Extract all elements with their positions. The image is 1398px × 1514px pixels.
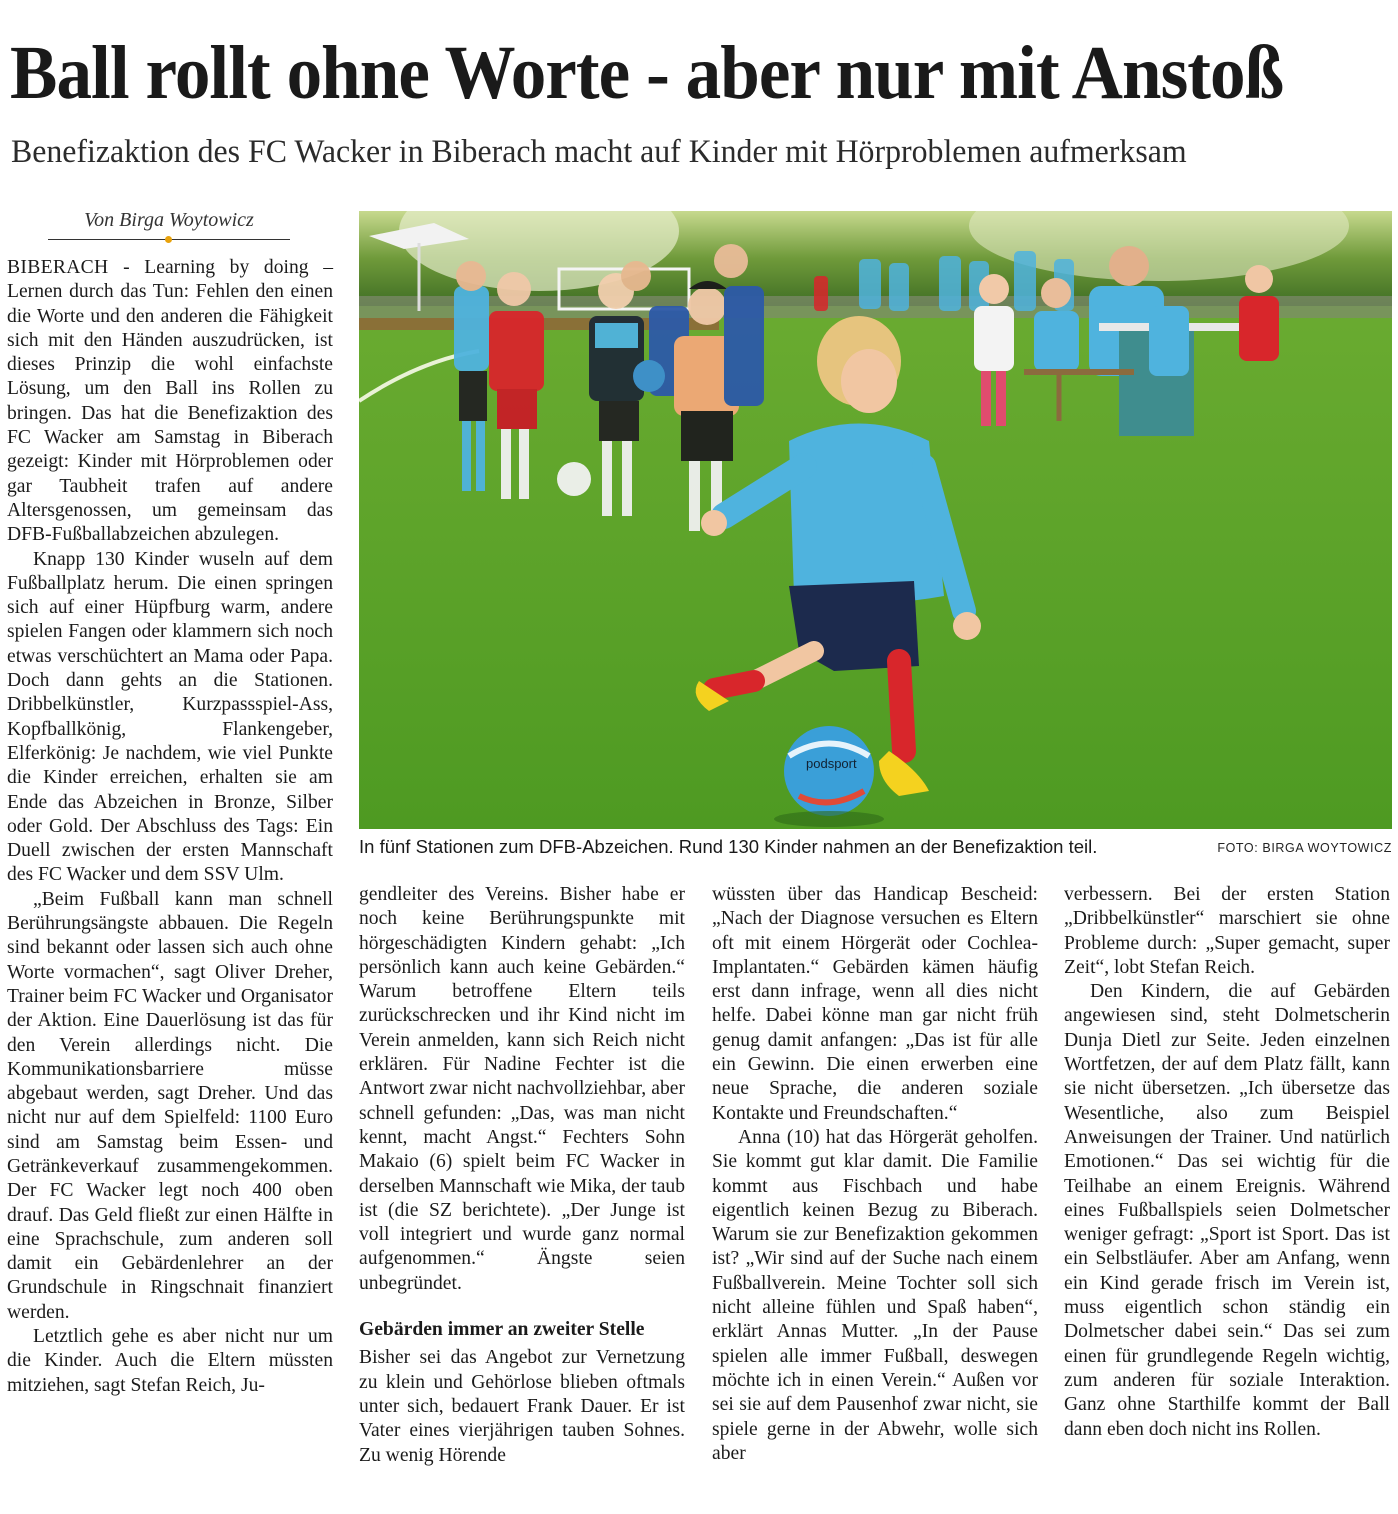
section-subheading: Gebärden immer an zweiter Stelle — [359, 1319, 645, 1341]
column-1 — [7, 256, 333, 1398]
paragraph-1-text: - Learning by doing – Lernen durch das Tun: Fehlen den einen die Worte und den anderen die Fähigkeit sich mit den Händen auszudrücken, ist dieses Prinzip die wohl einfachste Lösung, um den Ball ins Rollen zu bringen. Das hat die Benefizaktion des FC Wacker am Samstag in Biberach gezeigt: Kinder mit Hörproblemen oder gar Taubheit trafen auf andere Altersgenossen, um gemeinsam das DFB-Fußballabzeichen abzulegen. — [7, 257, 333, 546]
paragraph-5-start: Bisher sei das Angebot zur Vernetzung zu klein und Gehörlose blieben oftmals unter sich, bedauert Frank Dauer. Er ist Vater eines vierjährigen tauben Sohnes. Zu wenig Hörende — [359, 1347, 685, 1466]
photo-caption: In fünf Stationen zum DFB-Abzeichen. Rund 130 Kinder nahmen an der Benefizaktion teil. — [359, 836, 1098, 857]
column-3 — [712, 883, 1038, 1466]
paragraph-1 — [7, 256, 333, 548]
paragraph-2: Knapp 130 Kinder wuseln auf dem Fußballplatz herum. Die einen springen sich auf einer Hüpfburg warm, andere spielen Fangen oder klammern sich noch etwas verschüchtert an Mama oder Papa. Doch dann gehts an die Stationen. Dribbelkünstler, Kurzpassspiel-Ass, Kopfballkönig, Flankengeber, Elferkönig: Je nachdem, wie viel Punkte die Kinder erreichen, erhalten sie am Ende das Abzeichen in Bronze, Silber oder Gold. Der Abschluss des Tags: Ein Duell zwischen der ersten Mannschaft des FC Wacker und dem SSV Ulm. — [7, 548, 333, 886]
ball-brand-text: podsport — [806, 756, 857, 771]
football — [784, 726, 874, 816]
byline-dot-icon — [165, 236, 172, 243]
paragraph-6-start: Anna (10) hat das Hörgerät geholfen. Sie kommt gut klar damit. Die Familie kommt aus Fischbach und habe eigentlich keinen Bezug zu Biberach. Warum sie zur Benefizaktion gekommen ist? „Wir sind auf der Suche nach einem Fußballverein. Meine Tochter soll sich nicht alleine fühlen und Spaß haben“, erklärt Annas Mutter. „In der Pause spielen alle immer Fußball, deswegen möchte ich in einen Verein.“ Außen vor sei sie auf dem Pausenhof zwar nicht, sie spiele gerne in der Abwehr, wolle sich aber — [712, 1126, 1038, 1464]
column-4 — [1064, 883, 1390, 1442]
subheadline: Benefizaktion des FC Wacker in Biberach macht auf Kinder mit Hörproblemen aufmerksam — [11, 134, 1187, 170]
photo-credit: FOTO: BIRGA WOYTOWICZ — [1217, 841, 1392, 855]
dateline: BIBERACH — [7, 257, 109, 278]
column-2 — [359, 883, 685, 1468]
paragraph-3: „Beim Fußball kann man schnell Berührungsängste abbauen. Die Regeln sind bekannt oder lassen sich auch ohne Worte vormachen“, sagt Oliver Dreher, Trainer beim FC Wacker und Organisator der Aktion. Eine Dauerlösung ist das für den Verein allerdings nicht. Die Kommunikationsbarriere müsse abgebaut werden, sagt Dreher. Und das nicht nur auf dem Spielfeld: 1100 Euro sind am Samstag beim Essen- und Getränkeverkauf zusammengekommen. Der FC Wacker legt noch 400 oben drauf. Das Geld fließt zur einen Hälfte in eine Sprachschule, zum anderen soll damit ein Gebärdenlehrer an der Grundschule in Ringschnait finanziert werden. — [7, 888, 333, 1323]
article-photo — [359, 211, 1392, 829]
paragraph-5-continued: wüssten über das Handicap Bescheid: „Nach der Diagnose versuchen es Eltern oft mit einem Hörgerät oder Cochlea-Implantaten.“ Gebärden kämen häufig erst dann infrage, wenn all dies nicht helfe. Dabei könne man gar nicht früh genug damit anfangen: „Das ist für alle ein Gewinn. Die einen erwerben eine neue Sprache, die anderen soziale Kontakte und Freundschaften.“ — [712, 884, 1038, 1124]
paragraph-6-continued: verbessern. Bei der ersten Station „Dribbelkünstler“ marschiert sie ohne Probleme durch: „Super gemacht, super Zeit“, lobt Stefan Reich. — [1064, 884, 1390, 978]
paragraph-7: Den Kindern, die auf Gebärden angewiesen sind, steht Dolmetscherin Dunja Dietl zur Seite. Jeden einzelnen Wortfetzen, der auf dem Platz fällt, kann sie nicht übersetzen. „Ich übersetze das Wesentliche, also zum Beispiel Anweisungen der Trainer. Und natürlich Emotionen.“ Das sei wichtig für die Teilhabe an einem Ereignis. Während eines Fußballspiels seien Dolmetscher weniger gefragt: „Sport ist Sport. Das ist ein Selbstläufer. Aber am Anfang, wenn ein Kind gerade frisch im Verein ist, muss eigentlich schon ständig ein Dolmetscher dabei sein.“ Das sei zum einen für grundlegende Regeln wichtig, zum anderen für soziale Interaktion. Ganz ohne Starthilfe kommt der Ball dann eben doch nicht ins Rollen. — [1064, 981, 1390, 1440]
paragraph-4-continued: gendleiter des Vereins. Bisher habe er noch keine Berührungspunkte mit hörgeschädigten Kindern gehabt: „Ich persönlich kann auch keine Gebärden.“ Warum betroffene Eltern teils zurückschrecken und ihr Kind nicht im Verein anmelden, kann sich Reich nicht erklären. Für Nadine Fechter ist die Antwort zwar nicht nachvollziehbar, aber schnell gefunden: „Das, was man nicht kennt, macht Angst.“ Fechters Sohn Makaio (6) spielt beim FC Wacker in derselben Mannschaft wie Mika, der taub ist (die SZ berichtete). „Der Junge ist voll integriert und wurde ganz normal aufgenommen.“ Ängste seien unbegründet. — [359, 884, 685, 1294]
byline: Von Birga Woytowicz — [84, 209, 254, 231]
photo-illustration — [359, 211, 1392, 829]
paragraph-4-start: Letztlich gehe es aber nicht nur um die Kinder. Auch die Eltern müssten mitziehen, sagt Stefan Reich, Ju- — [7, 1326, 333, 1396]
headline: Ball rollt ohne Worte - aber nur mit Anstoß — [10, 31, 1284, 115]
